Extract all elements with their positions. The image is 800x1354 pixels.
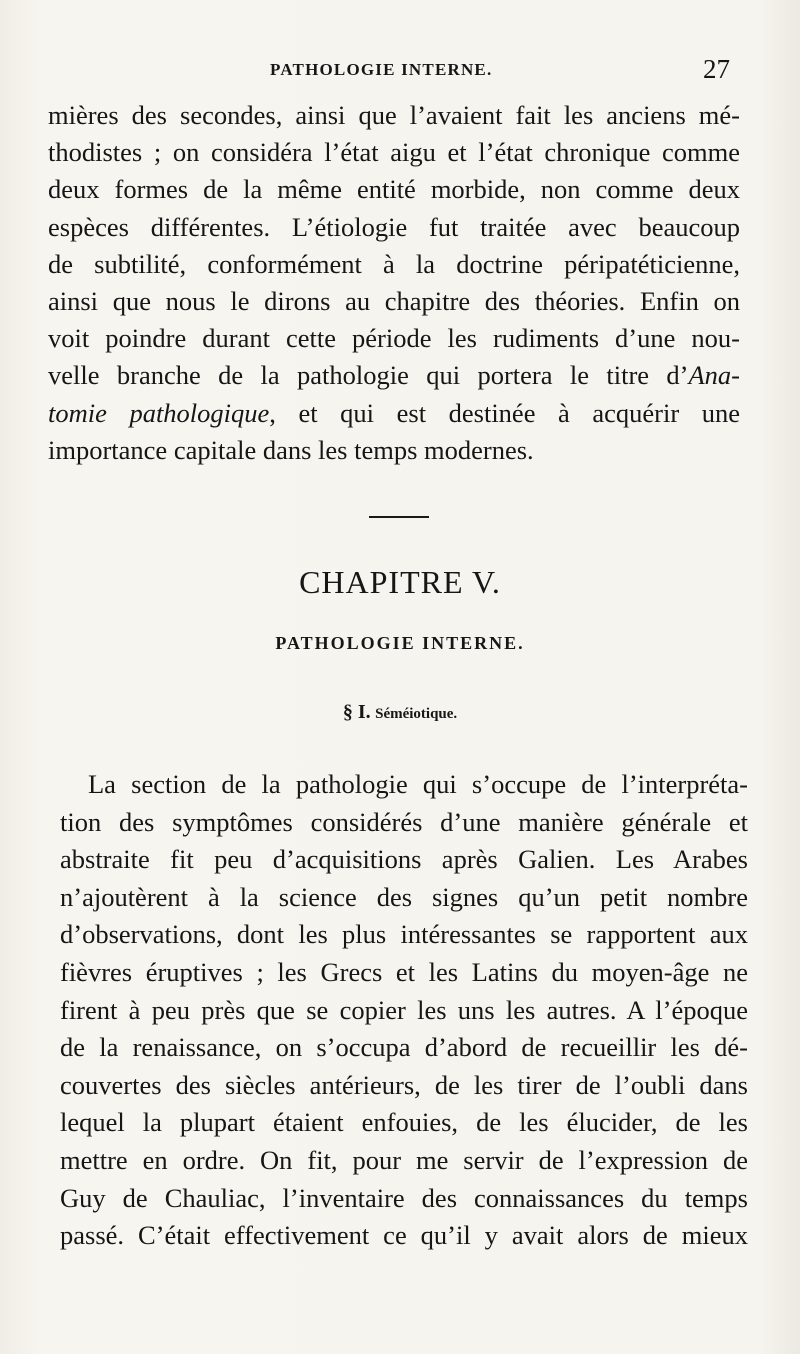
text-line: Guy de Chauliac, l’inventaire des connaissances du temps: [60, 1182, 748, 1213]
subsection-title: [0, 701, 800, 724]
subsection-number: § I.: [342, 701, 371, 723]
subsection-name: Séméiotique.: [375, 706, 458, 722]
text-line: mières des secondes, ainsi que l’avaient fait les anciens mé-: [48, 100, 740, 130]
paragraph-continued: [48, 97, 740, 469]
text-line: couvertes des siècles antérieurs, de les tirer de l’oubli dans: [60, 1069, 748, 1100]
text-line: deux formes de la même entité morbide, non comme deux: [48, 174, 740, 205]
text-line: lequel la plupart étaient enfouies, de les élucider, de les: [60, 1107, 748, 1138]
section-title: PATHOLOGIE INTERNE.: [275, 633, 525, 653]
text-line: passé. C’était effectivement ce qu’il y avait alors de mieux: [60, 1220, 748, 1251]
text-segment: , et qui est destinée à acquérir une: [269, 397, 740, 428]
text-line: La section de la pathologie qui s’occupe de l’interpréta-: [88, 769, 748, 799]
text-line: mettre en ordre. On fit, pour me servir de l’expression de: [60, 1144, 748, 1175]
text-line: [48, 357, 740, 394]
text-line: fièvres éruptives ; les Grecs et les Latins du moyen-âge ne: [60, 956, 748, 987]
text-line: importance capitale dans les temps modernes.: [48, 434, 534, 465]
italic-term: Ana-: [688, 360, 740, 391]
text-line: voit poindre durant cette période les rudiments d’une nou-: [48, 323, 740, 354]
text-line: d’observations, dont les plus intéressantes se rapportent aux: [60, 919, 748, 950]
chapter-title: CHAPITRE V.: [299, 564, 501, 600]
italic-term: tomie pathologique: [48, 397, 270, 428]
paragraph-body: [60, 766, 748, 1255]
text-line: de subtilité, conformément à la doctrine péripatéticienne,: [48, 248, 740, 279]
page-number: 27: [703, 54, 730, 84]
text-line: thodistes ; on considéra l’état aigu et l’état chronique comme: [48, 137, 740, 168]
text-line: espèces différentes. L’étiologie fut traitée avec beaucoup: [48, 211, 740, 242]
section-divider: [369, 516, 429, 518]
text-line: [48, 395, 740, 432]
text-line: de la renaissance, on s’occupa d’abord de recueillir les dé-: [60, 1032, 748, 1063]
running-head: PATHOLOGIE INTERNE.: [270, 60, 493, 79]
text-line: n’ajoutèrent à la science des signes qu’un petit nombre: [60, 881, 748, 912]
text-line: firent à peu près que se copier les uns les autres. A l’époque: [60, 994, 748, 1025]
text-line: tion des symptômes considérés d’une manière générale et: [60, 806, 748, 837]
text-line: abstraite fit peu d’acquisitions après Galien. Les Arabes: [60, 844, 748, 875]
text-segment: velle branche de la pathologie qui portera le titre d’: [48, 360, 689, 391]
text-line: ainsi que nous le dirons au chapitre des théories. Enfin on: [48, 286, 740, 317]
